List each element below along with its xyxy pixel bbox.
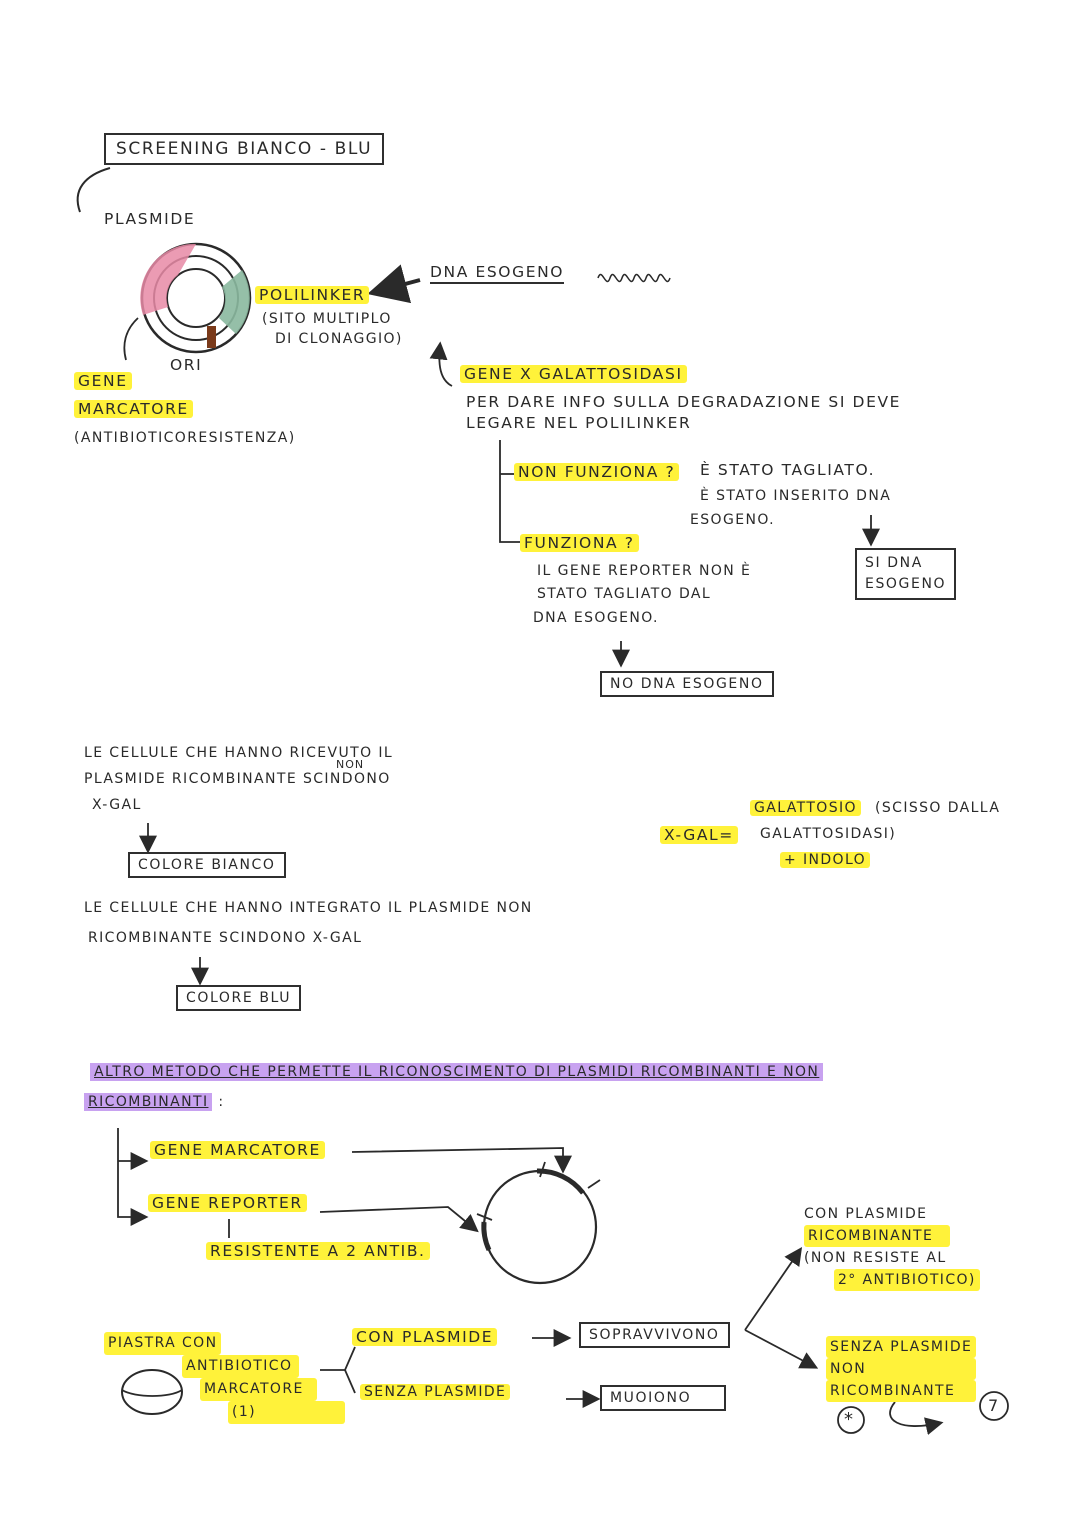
plasmid-icon: [140, 244, 250, 352]
antibiotic-note: (ANTIBIOTICORESISTENZA): [74, 430, 296, 446]
bianco-line-1: LE CELLULE CHE HANNO RICEVUTO IL: [84, 745, 394, 761]
scisso-label: (SCISSO DALLA: [875, 800, 1001, 816]
xgal-eq-label: X-GAL=: [660, 826, 738, 844]
per-dare-line-2: LEGARE NEL POLILINKER: [466, 414, 692, 432]
tagliato-line-3: ESOGENO.: [690, 512, 776, 528]
blu-line-2: RICOMBINANTE SCINDONO X-GAL: [88, 930, 363, 946]
dna-esogeno-label: DNA ESOGENO: [430, 263, 564, 284]
gene-galattosidasi-label: GENE X GALATTOSIDASI: [460, 365, 687, 383]
con-ric-line-4: 2° ANTIBIOTICO): [834, 1269, 980, 1291]
plasmid-circle-icon: [477, 1162, 600, 1283]
tagliato-line-2: È STATO INSERITO DNA: [700, 488, 892, 504]
colore-bianco-box: COLORE BIANCO: [128, 852, 286, 878]
funziona-label: FUNZIONA ?: [520, 534, 639, 552]
per-dare-line-1: PER DARE INFO SULLA DEGRADAZIONE SI DEVE: [466, 393, 902, 411]
senza-nonric-line-2: NON: [826, 1358, 976, 1380]
con-plasmide-label: CON PLASMIDE: [352, 1328, 497, 1346]
piastra-line-2: ANTIBIOTICO: [182, 1355, 299, 1378]
bianco-non: NON: [336, 758, 365, 771]
senza-plasmide-nonric: [826, 1336, 976, 1402]
reporter-line-2: STATO TAGLIATO DAL: [537, 586, 712, 602]
polilinker-note-2: DI CLONAGGIO): [275, 331, 403, 347]
altro-line-2: [84, 1094, 224, 1110]
con-ric-line-3: (NON RESISTE AL: [804, 1250, 947, 1266]
gene-reporter-item: GENE REPORTER: [148, 1194, 307, 1212]
polilinker-label: POLILINKER: [255, 286, 369, 304]
resistente-label: RESISTENTE A 2 ANTIB.: [206, 1242, 430, 1260]
con-ric-line-1: CON PLASMIDE: [804, 1206, 928, 1222]
section-title: SCREENING BIANCO - BLU: [104, 133, 384, 165]
reporter-line-1: IL GENE REPORTER NON È: [537, 563, 752, 579]
blu-line-1: LE CELLULE CHE HANNO INTEGRATO IL PLASMIDE NON: [84, 900, 533, 916]
senza-nonric-line-3: RICOMBINANTE: [826, 1380, 976, 1402]
sopravvivono-box: SOPRAVVIVONO: [579, 1322, 730, 1348]
altro-text-2: RICOMBINANTI: [84, 1093, 212, 1111]
tagliato-line-1: È STATO TAGLIATO.: [700, 461, 876, 479]
si-dna-box: [855, 548, 956, 600]
indolo-label: + INDOLO: [780, 852, 870, 868]
muoiono-box: MUOIONO: [600, 1385, 726, 1411]
piastra-block: [104, 1332, 304, 1424]
si-dna-line-1: SI DNA: [865, 555, 923, 571]
bianco-line-2: PLASMIDE RICOMBINANTE SCINDONO: [84, 771, 391, 787]
piastra-line-4: (1): [228, 1401, 345, 1424]
con-ric-line-2: RICOMBINANTE: [804, 1225, 950, 1247]
piastra-line-3: MARCATORE: [200, 1378, 317, 1401]
con-plasmide-ricombinante: [804, 1203, 976, 1291]
colore-blu-box: COLORE BLU: [176, 985, 301, 1011]
title-curve: [78, 168, 110, 212]
plasmide-label: PLASMIDE: [104, 210, 196, 228]
altro-text-1: ALTRO METODO CHE PERMETTE IL RICONOSCIMENTO DI PLASMIDI RICOMBINANTI E NON: [90, 1063, 823, 1081]
polilinker-note-1: (SITO MULTIPLO: [262, 311, 392, 327]
no-dna-box: NO DNA ESOGENO: [600, 671, 774, 697]
galattosidasi-label: GALATTOSIDASI): [760, 826, 897, 842]
altro-colon: :: [218, 1094, 225, 1110]
gene-marcatore-label-2: MARCATORE: [74, 400, 193, 418]
bianco-line-3: X-GAL: [92, 797, 142, 813]
senza-plasmide-label: SENZA PLASMIDE: [360, 1384, 510, 1400]
page-number: 7: [988, 1396, 1000, 1415]
dna-squiggle-icon: [598, 275, 670, 282]
gene-marcatore-item: GENE MARCATORE: [150, 1141, 325, 1159]
ori-label: ORI: [170, 356, 203, 374]
gene-marcatore-label-1: GENE: [74, 372, 132, 390]
galattosio-label: GALATTOSIO: [750, 800, 861, 816]
asterisk-icon: *: [844, 1409, 855, 1430]
reporter-line-3: DNA ESOGENO.: [533, 610, 659, 626]
non-funziona-label: NON FUNZIONA ?: [514, 463, 679, 481]
altro-line-1: [90, 1064, 823, 1080]
si-dna-line-2: ESOGENO: [865, 576, 947, 592]
senza-nonric-line-1: SENZA PLASMIDE: [826, 1336, 976, 1358]
piastra-line-1: PIASTRA CON: [104, 1332, 221, 1355]
